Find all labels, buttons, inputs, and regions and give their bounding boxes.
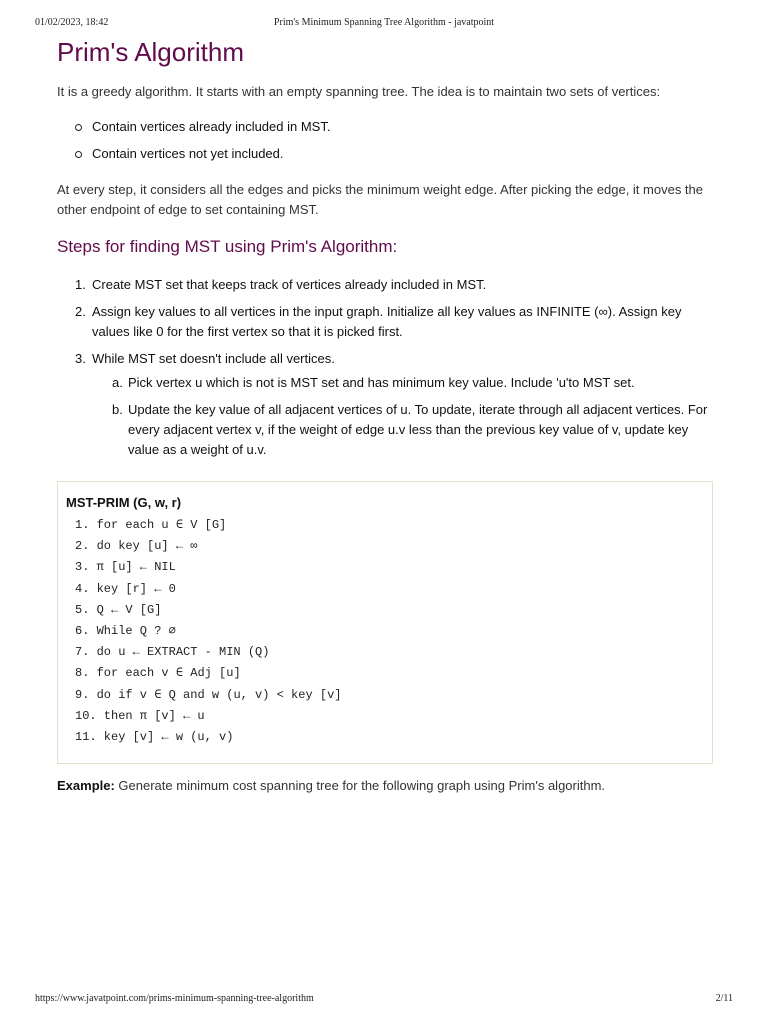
code-line: 7. do u ← EXTRACT - MIN (Q): [75, 645, 270, 660]
step-item: [57, 349, 713, 460]
step-paragraph: At every step, it considers all the edges and picks the minimum weight edge. After picking the edge, it moves the other endpoint of edge to set containing MST.: [57, 182, 704, 217]
code-line: 8. for each v ∈ Adj [u]: [75, 666, 241, 681]
list-item: Contain vertices already included in MST.: [57, 117, 713, 137]
substep-letter: a.: [112, 375, 123, 390]
page-url: https://www.javatpoint.com/prims-minimum-spanning-tree-algorithm: [35, 993, 314, 1004]
pseudocode-lines: [75, 515, 341, 748]
code-line: 5. Q ← V [G]: [75, 602, 162, 617]
substep-text: Pick vertex u which is not is MST set and has minimum key value. Include 'u'to MST set.: [128, 375, 635, 390]
code-line: 6. While Q ? ∅: [75, 623, 176, 638]
code-line: 3. π [u] ← NIL: [75, 560, 176, 575]
print-page-title: Prim's Minimum Spanning Tree Algorithm - javatpoint: [273, 17, 495, 28]
substep-item: [92, 400, 713, 460]
steps-list: [57, 275, 713, 460]
page-title: Prim's Algorithm: [57, 37, 245, 67]
print-footer: [0, 993, 768, 1007]
example-label: Example:: [57, 778, 115, 793]
page-number: 2/11: [715, 993, 733, 1004]
example-text: Generate minimum cost spanning tree for the following graph using Prim's algorithm.: [114, 778, 606, 793]
print-datetime: 01/02/2023, 18:42: [35, 17, 109, 28]
code-line: 4. key [r] ← 0: [75, 581, 176, 596]
pseudocode-title: MST-PRIM (G, w, r): [66, 495, 182, 510]
code-line: 2. do key [u] ← ∞: [75, 539, 198, 554]
step-number: 3.: [75, 351, 86, 366]
list-item: Contain vertices not yet included.: [57, 144, 713, 164]
step-text: While MST set doesn't include all vertices.: [92, 351, 335, 366]
steps-heading: Steps for finding MST using Prim's Algorithm:: [57, 237, 398, 256]
step-text: Create MST set that keeps track of vertices already included in MST.: [92, 277, 487, 292]
pseudocode-box: [57, 481, 713, 764]
step-item: [57, 302, 713, 342]
step-number: 2.: [75, 304, 86, 319]
step-text: Assign key values to all vertices in the input graph. Initialize all key values as INFINITE (∞). Assign key values like 0 for the first vertex so that it is picked first.: [92, 304, 682, 339]
step-number: 1.: [75, 277, 86, 292]
intro-paragraph: It is a greedy algorithm. It starts with an empty spanning tree. The idea is to maintain two sets of vertices:: [57, 84, 661, 99]
example-paragraph: [57, 776, 713, 796]
substep-letter: b.: [112, 402, 123, 417]
code-line: 9. do if v ∈ Q and w (u, v) < key [v]: [75, 687, 342, 702]
code-line: 11. key [v] ← w (u, v): [75, 729, 234, 744]
substep-text: Update the key value of all adjacent vertices of u. To update, iterate through all adjacent vertices. For every adjacent vertex v, if the weight of edge u.v less than the previous key value of v, update key value as a weight of u.v.: [128, 402, 708, 457]
print-header: [0, 17, 768, 31]
article-content: [57, 35, 713, 460]
step-item: [57, 275, 713, 295]
substeps-list: [92, 373, 713, 460]
code-line: 1. for each u ∈ V [G]: [75, 518, 227, 532]
vertex-sets-list: [57, 117, 713, 164]
code-line: 10. then π [v] ← u: [75, 708, 205, 723]
substep-item: [92, 373, 713, 393]
